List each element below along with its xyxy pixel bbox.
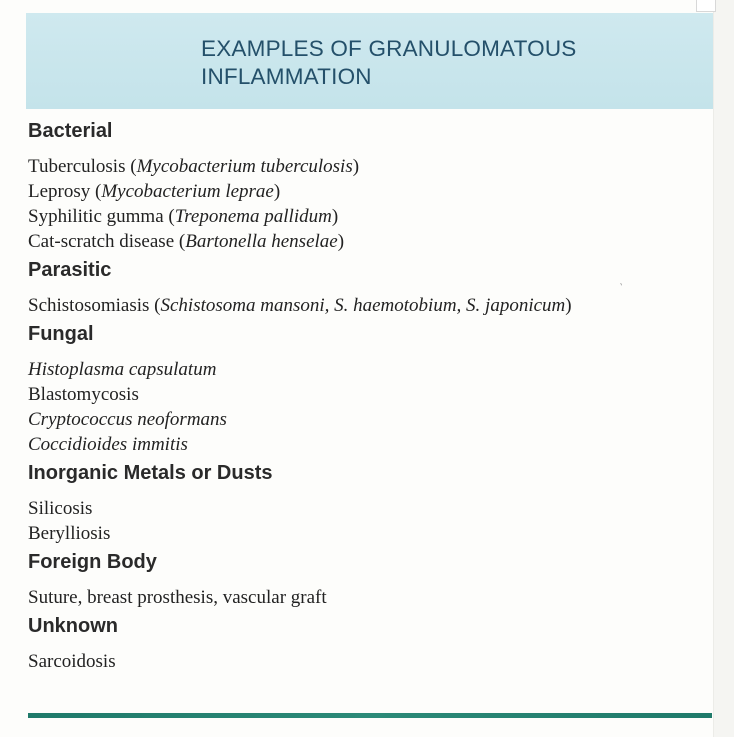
item-text: ) [273,181,281,202]
item-text: Blastomycosis [28,384,139,405]
list-item [28,585,708,610]
list-item [28,649,708,674]
item-text: ) [331,206,339,227]
section-parasitic [28,258,708,318]
bottom-accent-rule [28,713,712,718]
list-item [28,382,708,407]
section-inorganic-metals-or-dusts [28,461,708,546]
item-text: Tuberculosis ( [28,156,137,177]
page-corner-mark [696,0,716,12]
organism-name: Treponema pallidum [174,206,332,227]
section-foreign-body [28,550,708,610]
item-list [28,649,708,674]
item-text: Berylliosis [28,523,111,544]
item-list [28,154,708,254]
list-item [28,521,708,546]
scan-speck: ˏ [618,271,628,287]
section-heading: Fungal [28,323,94,345]
item-text: Leprosy ( [28,181,102,202]
item-list [28,585,708,610]
list-item [28,432,708,457]
section-heading: Foreign Body [28,551,157,573]
list-item [28,179,708,204]
organism-name: Histoplasma capsulatum [28,359,217,380]
item-list [28,357,708,457]
list-item [28,407,708,432]
item-text: ) [352,156,360,177]
item-text: ) [565,295,572,316]
title-banner [26,13,716,109]
section-bacterial [28,119,708,254]
section-heading: Inorganic Metals or Dusts [28,462,273,484]
item-text: Cat-scratch disease ( [28,231,186,252]
section-heading: Unknown [28,615,118,637]
list-item [28,293,708,318]
organism-name: Mycobacterium leprae [101,181,274,202]
item-text: Silicosis [28,498,93,519]
organism-name: Schistosoma mansoni, S. haemotobium, S. japonicum [160,295,566,316]
organism-name: Mycobacterium tuberculosis [136,156,353,177]
list-item [28,229,708,254]
list-item [28,357,708,382]
page-edge [713,0,734,737]
item-text: Schistosomiasis ( [28,295,161,316]
list-item [28,204,708,229]
item-text: ) [337,231,345,252]
item-text: Suture, breast prosthesis, vascular graft [28,587,327,608]
page-title: EXAMPLES OF GRANULOMATOUS INFLAMMATION [201,36,577,89]
organism-name: Bartonella henselae [185,231,338,252]
section-heading: Parasitic [28,259,112,281]
section-unknown [28,614,708,674]
item-list [28,293,708,318]
list-item [28,154,708,179]
list-item [28,496,708,521]
organism-name: Cryptococcus neoformans [28,409,227,430]
item-text: Syphilitic gumma ( [28,206,175,227]
item-text: Sarcoidosis [28,651,116,672]
category-list [28,119,708,678]
section-heading: Bacterial [28,120,113,142]
item-list [28,496,708,546]
organism-name: Coccidioides immitis [28,434,188,455]
section-fungal [28,322,708,457]
